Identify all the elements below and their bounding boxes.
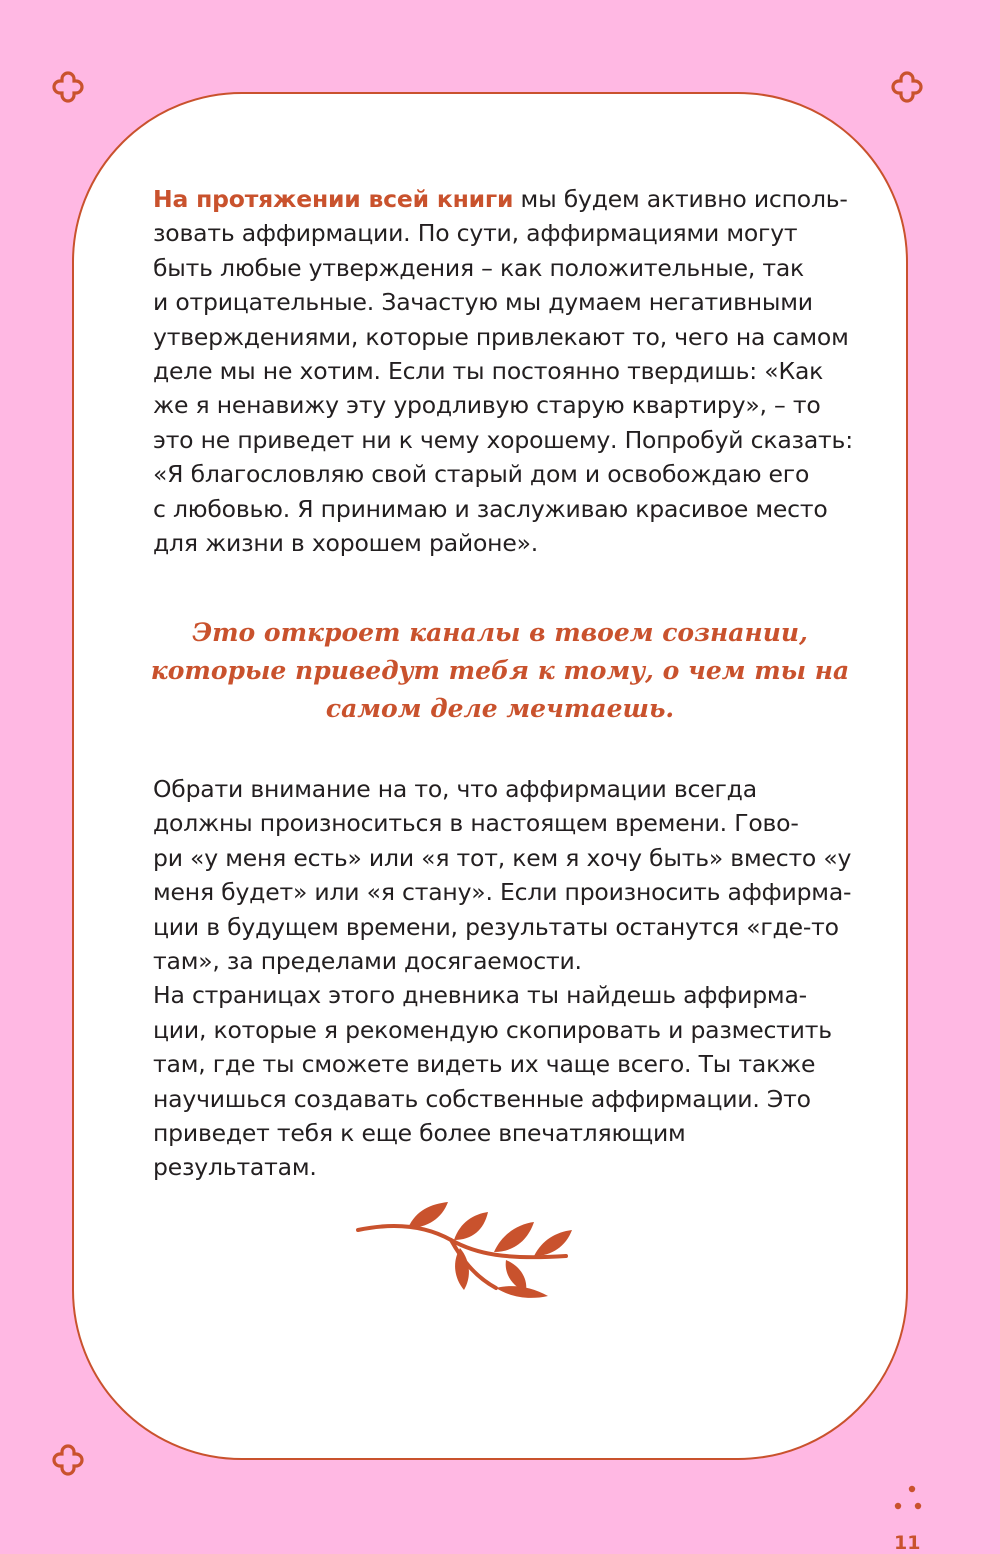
- quatrefoil-icon: [48, 1440, 88, 1480]
- body-paragraphs: Обрати внимание на то, что аффирмации всегда должны произноситься в настоящем времени. Гово- ри «у меня есть» или «я тот, кем я хочу быть» вместо «у меня будет» или «я стану». Если произносить аффирма- ции в будущем времени, результаты останутся «где-то там», за пределами досягаемости. На страницах этого дневника ты найдешь аффирма- ции, которые я рекомендую скопировать и разместить там, где ты сможете видеть их чаще всего. Ты также научишься создавать собственные аффирмации. Это приведет тебя к еще более впечатляющим результатам.: [153, 775, 852, 1182]
- intro-paragraph-text: мы будем активно исполь- зовать аффирмации. По сути, аффирмациями могут быть любые утверждения – как положительные, так и отрицательные. Зачастую мы думаем негативными утверждениями, которые привлекают то, чего на самом деле мы не хотим. Если ты постоянно твердишь: «Как же я ненавижу эту уродливую старую квартиру», – то это не приведет ни к чему хорошему. Попробуй сказать: «Я благословляю свой старый дом и освобождаю его с любовью. Я принимаю и заслуживаю красивое место для жизни в хорошем районе».: [153, 185, 853, 558]
- quatrefoil-icon: [887, 67, 927, 107]
- page-number: 11: [894, 1532, 921, 1554]
- quatrefoil-icon: [48, 67, 88, 107]
- dots-icon: [890, 1484, 926, 1520]
- highlight-quote: Это откроет каналы в твоем сознании, которые приведут тебя к тому, о чем ты на самом деле мечтаешь.: [150, 618, 850, 723]
- leaf-branch-icon: [356, 1200, 586, 1300]
- lead-phrase: На протяжении всей книги: [153, 185, 514, 213]
- intro-paragraph: [153, 182, 853, 560]
